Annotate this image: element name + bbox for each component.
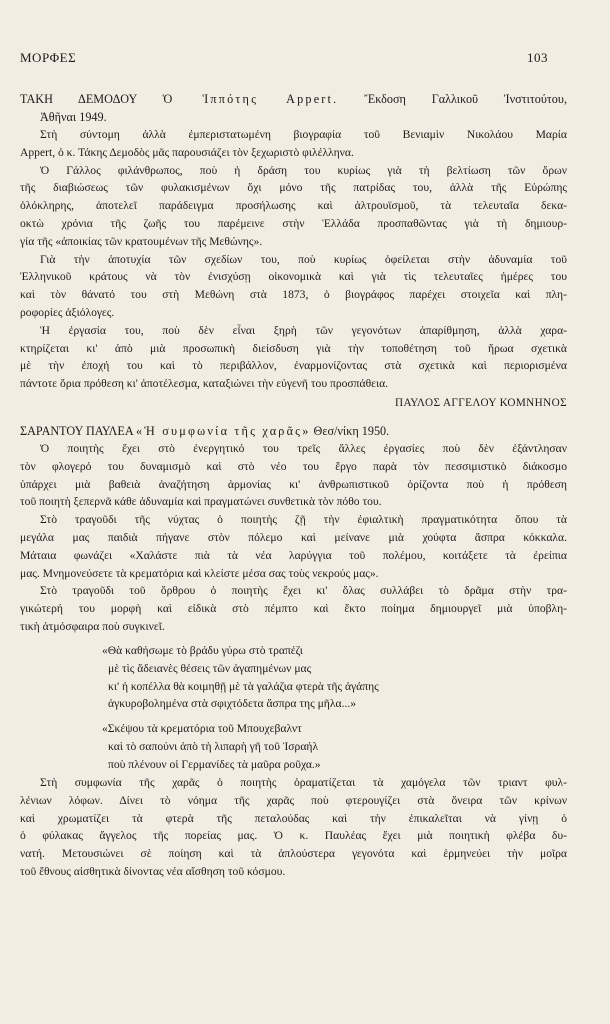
paragraph [20,126,567,162]
review-2-closing-paragraph [20,774,567,881]
review-2-author: ΣΑΡΑΝΤΟΥ ΠΑΥΛΕΑ [20,424,133,438]
text-line: τὸν φλογερό του δυναμισμὸ καὶ στὸ νέο του ἔργο παρὰ τὸν πεσσιμιστικὸ διάκοσμο [20,459,567,473]
text-line: Ὁ ποιητὴς ἔχει στὸ ἐνεργητικό του τρεῖς ἄλλες ἐργασίες ποὺ δὲν ἐξάντλησαν [40,442,567,455]
paragraph [20,322,567,393]
review-1 [20,90,567,409]
text-line: γικώτερή του μορφὴ καὶ εἰδικὰ στὸ πέμπτο καὶ ἕκτο ποίημα δημιουργεῖ μιὰ ὑποβλη- [20,602,567,616]
text-line: τικὴ ἀτμόσφαιρα ποὺ συγκινεῖ. [20,619,165,633]
review-2-heading [20,422,567,440]
poem-line: κι' ἡ κοπέλλα θὰ κοιμηθῇ μὲ τὰ γαλάζια φτερὰ τῆς ἀγάπης [108,679,379,693]
text-line: Γιὰ τὴν ἀποτυχία τῶν σχεδίων του, ποὺ κυρίως ὀφείλεται στὴν ἀδυναμία τοῦ [40,252,567,266]
review-1-title: Ὁ Ἱππότης Appert. [162,92,339,106]
poem-stanza [102,720,522,773]
page-number: 103 [527,50,548,65]
review-2-body [20,440,567,636]
text-line: τῆς διαβιώσεως τῶν φυλακισμένων ὄχι μόνο τῆς πατρίδας του, ἀλλὰ τῆς Εὐρώπης [20,181,567,195]
paragraph [20,774,567,881]
text-line: τοῦ ποιητὴ ξεπερνᾶ κάθε ἀδυναμία καὶ πραγματώνει συνθετικὰ τὸν πόθο του. [20,495,382,509]
text-line: οκτὼ χρόνια τῆς ζωῆς του παρέμεινε στὴν Ἑλλάδα προσπαθῶντας γιὰ τὴ δημιουρ- [20,216,567,230]
review-2 [20,422,567,636]
text-line: ὁλόκληρης, ἀποτελεῖ παράδειγμα προσήλωσης καὶ ἀλτρουϊσμοῦ, τὰ τελευταῖα δεκα- [20,199,567,213]
text-line: ροφορίες ἀξιόλογες. [20,305,115,319]
poem-line: μὲ τὶς ἄδειανὲς θέσεις τῶν ἀγαπημένων μας [108,661,312,675]
text-line: ὑπάρχει μιὰ βαθειὰ ἀναζήτηση ἁρμονίας κι' ἀνθρωπιστικοῦ ὁρίζοντα ποὺ ἡ πρόθεση [20,477,567,491]
poem-line: καὶ τὸ σαπούνι ἀπὸ τὴ λιπαρὴ γῆ τοῦ Ἰσραήλ [108,739,319,753]
text-line: Στὸ τραγοῦδι τῆς νύχτας ὁ ποιητὴς ζῇ τὴν ἐφιαλτικὴ πραγματικότητα ὅπου τὰ [40,513,567,527]
text-line: μὲ τὴν ἐποχή του καὶ τὸ περιβάλλον, ἐναρμονίζοντας στὰ σχετικὰ καὶ περιορισμένα [20,359,567,373]
paragraph [20,582,567,635]
text-line: καὶ τὸν θάνατό του στὴ Μεθώνη στὰ 1873, ὁ βιογράφος παρέχει στοιχεῖα καὶ πλη- [20,288,567,302]
review-1-signature: ΠΑΥΛΟΣ ΑΓΓΕΛΟΥ ΚΟΜΝΗΝΟΣ [395,396,567,409]
review-2-title: «Ἡ συμφωνία τῆς χαρᾶς» [136,424,311,438]
poem-line: «Θὰ καθήσωμε τὸ βράδυ γύρω στὸ τραπέζι [102,644,303,657]
poem-line: ἀγκυροβολημένα στὰ σφιχτόδετα ἄσπρα της μῆλα...» [108,697,357,711]
text-line: Ὁ Γάλλος φιλάνθρωπος, ποὺ ἡ δράση του κυρίως γιὰ τὴ βελτίωση τῶν ὅρων [40,163,567,177]
text-line: ὁ φύλακας ἄγγελος τῆς πορείας μας. Ὁ κ. Παυλέας ἔχει μιὰ ποιητικὴ φλέβα δυ- [20,829,567,843]
review-2-publication: Θεσ/νίκη 1950. [313,424,390,438]
paragraph [20,440,567,511]
review-1-publication: Ἔκδοση Γαλλικοῦ Ἰνστιτούτου, [364,92,567,106]
text-line: Στὴ συμφωνία τῆς χαρᾶς ὁ ποιητὴς ὁραματίζεται τὰ χαμόγελα τῶν τριαντ φυλ- [40,776,567,789]
text-line: νατή. Μετουσιώνει σὲ ποίηση καὶ τὰ ἁπλούστερα γεγονότα καὶ ἑρμηνεύει τὴν μοῖρα [20,847,567,861]
journal-title: ΜΟΡΦΕΣ [20,50,77,65]
text-line: μεγάλα μας παιδιὰ πήγανε στὸν πόλεμο καὶ μείνανε μιὰ χούφτα ἄσπρα κόκκαλα. [20,530,567,544]
text-line: πάντοτε ὅρια πρόθεση κι' ἀποτέλεσμα, καταξιώνει τὴν εὐγενῆ του προσπάθεια. [20,377,389,391]
text-line: Ἡ ἐργασία του, ποὺ δὲν εἶναι ξηρὴ τῶν γεγονότων ἀπαρίθμηση, ἀλλὰ χαρα- [40,323,567,337]
poem-line: ποὺ πλένουν οἱ Γερμανίδες τὰ μαῦρα ροῦχα.» [108,757,321,771]
text-line: Appert, ὁ κ. Τάκης Δεμοδὸς μᾶς παρουσιάζει τὸν ξεχωριστὸ φιλέλληνα. [20,145,354,159]
review-1-heading [20,90,567,126]
review-2-closing [20,774,567,881]
text-line: κτηρίζεται κι' ἀπὸ μιὰ προσωπικὴ διείσδυση γιὰ τὴν τοποθέτηση τοῦ ἥρωα σχετικὰ [20,341,567,355]
text-line: μας. Μνημονεύσετε τὰ κρεματόρια καὶ κλείστε μέσα σας τοὺς νεκρούς μας». [20,566,379,580]
text-line: Στὴ σύντομη ἀλλὰ ἐμπεριστατωμένη βιογραφία τοῦ Βενιαμὶν Νικολάου Μαρία [40,128,567,141]
paragraph [20,511,567,582]
text-line: καὶ χρωματίζει τὰ φτερὰ τῆς πεταλούδας καὶ τὴν ἐπικαλεῖται νὰ γίνῃ ὁ [20,811,567,825]
poem-stanza [102,642,522,713]
review-1-author: ΤΑΚΗ ΔΕΜΟΔΟΥ [20,92,137,106]
text-line: Στὸ τραγοῦδι τοῦ ὄρθρου ὁ ποιητὴς ἔχει κι' ὅλας συλλάβει τὸ δρᾶμα στὴν τρα- [40,584,567,598]
poem-quotation [102,642,522,774]
text-line: λένιων λόφων. Δίνει τὸ νόημα τῆς χαρᾶς ποὺ φτερουγίζει στὰ ὄνειρα τῶν κρίνων [20,793,567,807]
poem-line: «Σκέψου τὰ κρεματόρια τοῦ Μπουχεβαλντ [102,722,302,736]
paragraph [20,251,567,322]
text-line: Ἑλληνικοῦ κράτους νὰ τὸν ἐνισχύσῃ οἰκονομικὰ καὶ γιὰ τὶς τελευταῖες ἡμέρες του [20,270,567,284]
paragraph [20,162,567,251]
text-line: Μάταια φωνάζει «Χαλάστε πιὰ τὰ νέα λαρύγγια τοῦ πολέμου, κοιτάξετε τὰ ἐρείπια [20,548,567,562]
review-1-publication-line2: Ἀθῆναι 1949. [40,110,107,124]
text-line: τοῦ ἔθνους αἰσθητικὰ δίνοντας νέα αἴσθηση τοῦ κόσμου. [20,864,286,878]
review-1-body [20,126,567,393]
text-line: γία τῆς «ἀποικίας τῶν κρατουμένων τῆς Μεθώνης». [20,234,263,248]
page-header [20,50,548,70]
